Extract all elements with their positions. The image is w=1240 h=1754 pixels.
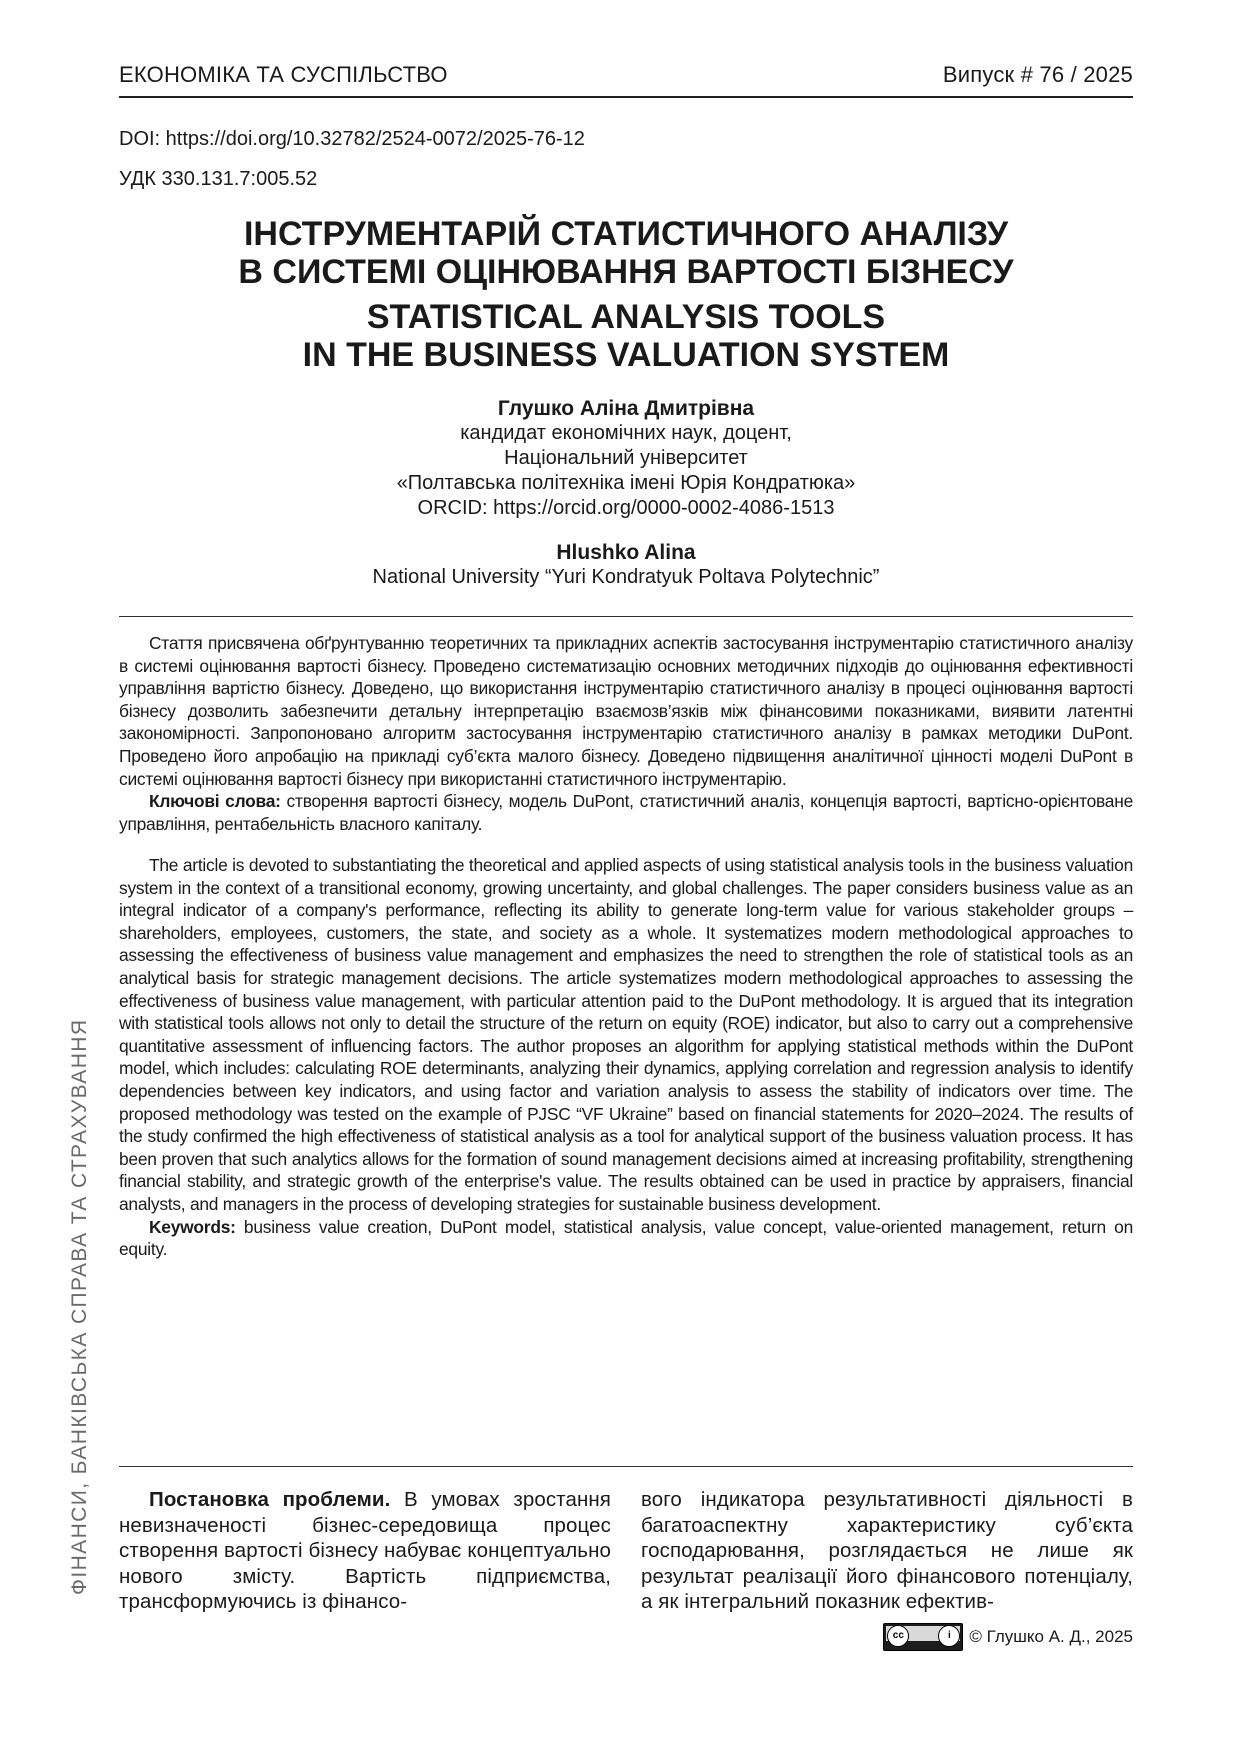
author-ua-name: Глушко Аліна Дмитрівна bbox=[497, 397, 755, 420]
body-column-left bbox=[119, 1487, 611, 1615]
divider-top bbox=[119, 616, 1133, 617]
title-en-line-1: STATISTICAL ANALYSIS TOOLS bbox=[366, 298, 886, 336]
author-en-name: Hlushko Alina bbox=[556, 541, 696, 564]
cc-by-icon: cc i bbox=[883, 1623, 963, 1651]
abstract-ukrainian bbox=[119, 632, 1133, 835]
footer bbox=[883, 1623, 1133, 1651]
author-orcid[interactable]: ORCID: https://orcid.org/0000-0002-4086-1513 bbox=[417, 497, 835, 519]
abstract-ua-text: Стаття присвячена обґрунтуванню теоретичних та прикладних аспектів застосування інструментарію статистичного аналізу в системі оцінювання вартості бізнесу. Проведено систематизацію основних методичних підходів до оцінювання ефективності управління вартістю бізнесу. Доведено, що використання інструментарію статистичного аналізу в процесі оцінювання вартості бізнесу дозволить забезпечити детальну інтерпретацію взаємозв’язків між фінансовими показниками, виявити латентні закономірності. Запропоновано алгоритм застосування інструментарію статистичного аналізу в рамках методики DuPont. Проведено його апробацію на прикладі суб’єкта малого бізнесу. Доведено підвищення аналітичної цінності моделі DuPont в системі оцінювання вартості бізнесу при використанні статистичного інструментарію. bbox=[119, 633, 1133, 789]
body-column-right bbox=[641, 1487, 1133, 1615]
body-col2-text: вого індикатора результативності діяльності в багатоаспектну характеристику суб’єкта господарювання, розглядається не лише як результат реалізації його фінансового потенціалу, а як інтегральний показник ефектив- bbox=[641, 1488, 1133, 1613]
doi-line[interactable]: DOI: https://doi.org/10.32782/2524-0072/2025-76-12 bbox=[119, 128, 585, 150]
section-sidebar-label: ФІНАНСИ, БАНКІВСЬКА СПРАВА ТА СТРАХУВАННЯ bbox=[68, 1018, 91, 1595]
keywords-ua-label: Ключові слова: bbox=[149, 791, 281, 812]
keywords-en bbox=[119, 1216, 1133, 1261]
author-en-affiliation: National University “Yuri Kondratyuk Poltava Polytechnic” bbox=[372, 566, 880, 588]
body-col1-text: В умовах зростання невизначеності бізнес-середовища процес створення вартості бізнесу набуває концептуально нового змісту. Вартість підприємства, трансформуючись із фінансо- bbox=[119, 1488, 611, 1613]
keywords-en-label: Keywords: bbox=[149, 1216, 236, 1237]
title-en-line-2: IN THE BUSINESS VALUATION SYSTEM bbox=[302, 336, 950, 374]
section-heading: Постановка проблеми. bbox=[149, 1488, 391, 1511]
title-ua-line-2: В СИСТЕМІ ОЦІНЮВАННЯ ВАРТОСТІ БІЗНЕСУ bbox=[238, 253, 1014, 291]
abstract-en-text: The article is devoted to substantiating the theoretical and applied aspects of using statistical analysis tools in the business valuation system in the context of a transitional economy, growing uncertainty, and global challenges. The paper considers business value as an integral indicator of a company's performance, reflecting its ability to generate long-term value for various stakeholder groups – shareholders, employees, customers, the state, and society as a whole. It systematizes modern methodological approaches to assessing the effectiveness of business value management and emphasizes the need to strengthen the role of statistical tools as an analytical basis for strategic management decisions. The article systematizes modern methodological approaches to assessing the effectiveness of business value management, with particular attention paid to the DuPont methodology. It is argued that its integration with statistical tools allows not only to detail the structure of the return on equity (ROE) indicator, but also to carry out a comprehensive quantitative assessment of influencing factors. The author proposes an algorithm for applying statistical methods within the DuPont model, which includes: calculating ROE determinants, analyzing their dynamics, applying correlation and regression analysis to identify dependencies between key indicators, and using factor and variation analysis to assess the stability of indicators over time. The proposed methodology was tested on the example of PJSC “VF Ukraine” based on financial statements for 2020–2024. The results of the study confirmed the high effectiveness of statistical analysis as a tool for analytical support of the business valuation process. It has been proven that such analytics allows for the formation of sound management decisions aimed at increasing profitability, strengthening financial stability, and strategic growth of the enterprise's value. The results obtained can be used in practice by appraisers, financial analysts, and managers in the process of developing strategies for sustainable business development. bbox=[119, 855, 1133, 1214]
keywords-en-list: business value creation, DuPont model, statistical analysis, value concept, value-oriented management, return on equity. bbox=[119, 1216, 1133, 1260]
copyright: © Глушко А. Д., 2025 bbox=[969, 1627, 1133, 1646]
keywords-ua-list: створення вартості бізнесу, модель DuPont, статистичний аналіз, концепція вартості, вартісно-орієнтоване управління, рентабельність власного капіталу. bbox=[119, 791, 1133, 834]
abstract-english bbox=[119, 854, 1133, 1261]
author-ua-university-name: «Полтавська політехніка імені Юрія Кондратюка» bbox=[396, 472, 856, 494]
divider-bottom bbox=[119, 1466, 1133, 1467]
title-ukrainian bbox=[119, 215, 1133, 291]
running-header bbox=[119, 62, 1133, 98]
author-ua-university: Національний університет bbox=[504, 447, 748, 469]
journal-name: ЕКОНОМІКА ТА СУСПІЛЬСТВО bbox=[119, 62, 448, 87]
author-ua-degree: кандидат економічних наук, доцент, bbox=[460, 422, 792, 444]
issue-number: Випуск # 76 / 2025 bbox=[942, 62, 1133, 87]
author-ukrainian bbox=[119, 396, 1133, 521]
udk-line: УДК 330.131.7:005.52 bbox=[119, 168, 318, 190]
title-english bbox=[119, 298, 1133, 374]
author-english bbox=[119, 540, 1133, 590]
title-ua-line-1: ІНСТРУМЕНТАРІЙ СТАТИСТИЧНОГО АНАЛІЗУ bbox=[243, 215, 1009, 253]
keywords-ua bbox=[119, 790, 1133, 835]
